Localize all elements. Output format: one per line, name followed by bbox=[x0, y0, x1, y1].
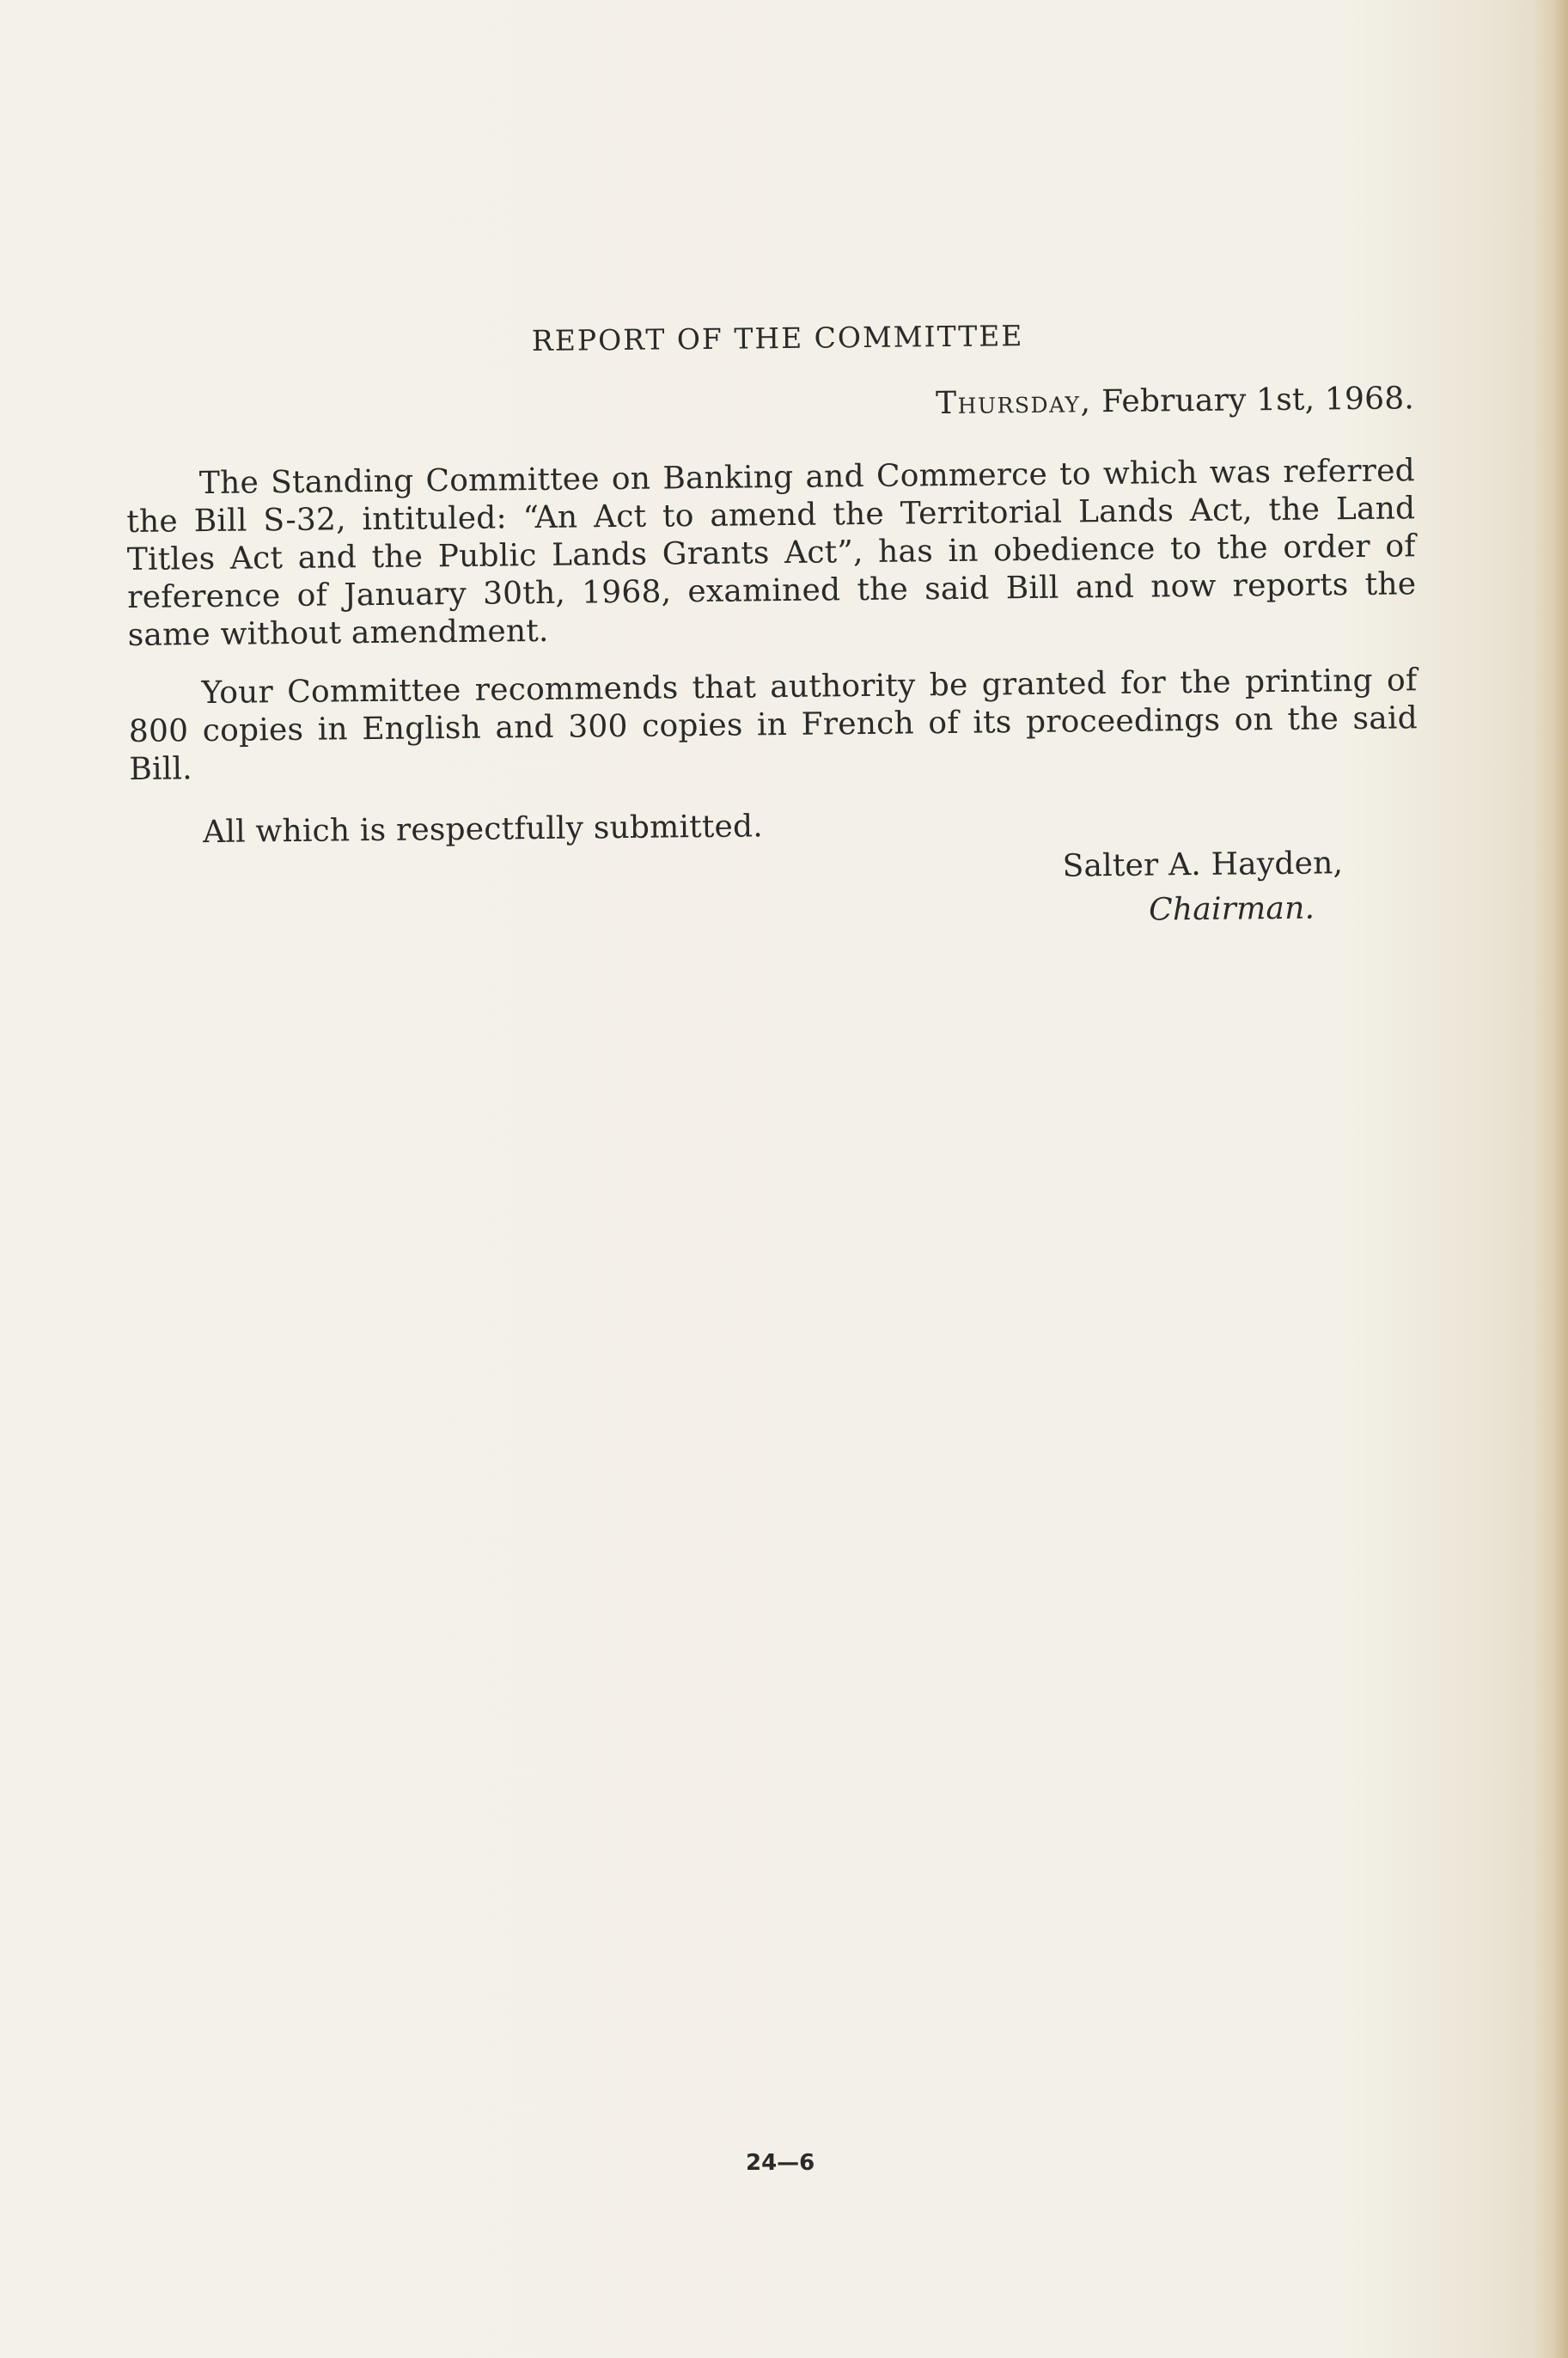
report-date bbox=[125, 380, 1414, 431]
report-paragraph-1: The Standing Committee on Banking and Commerce to which was referred the Bill S-32, intituled: “An Act to amend the Territorial Lands Act, the Land Titles Act and the Public Lands Grants Act”, has in obedience to the order of reference of January 30th, 1968, examined the said Bill and now reports the same without amendment. bbox=[126, 453, 1417, 653]
page-edge-shadow bbox=[1532, 0, 1568, 2358]
report-title: REPORT OF THE COMMITTEE bbox=[531, 319, 1024, 358]
date-text: February 1st, 1968. bbox=[1101, 381, 1415, 420]
report-body bbox=[125, 313, 1419, 940]
closing-line: All which is respectfully submitted. bbox=[202, 809, 764, 851]
signer-role: Chairman. bbox=[1148, 890, 1315, 928]
date-weekday: Thursday, bbox=[935, 384, 1092, 422]
signer-name: Salter A. Hayden, bbox=[1062, 846, 1344, 884]
signature-block bbox=[1062, 844, 1419, 930]
page-number: 24—6 bbox=[746, 2150, 815, 2176]
report-paragraph-2: Your Committee recommends that authority be granted for the printing of 800 copies in English and 300 copies in French of its proceedings on the said Bill. bbox=[128, 663, 1419, 787]
